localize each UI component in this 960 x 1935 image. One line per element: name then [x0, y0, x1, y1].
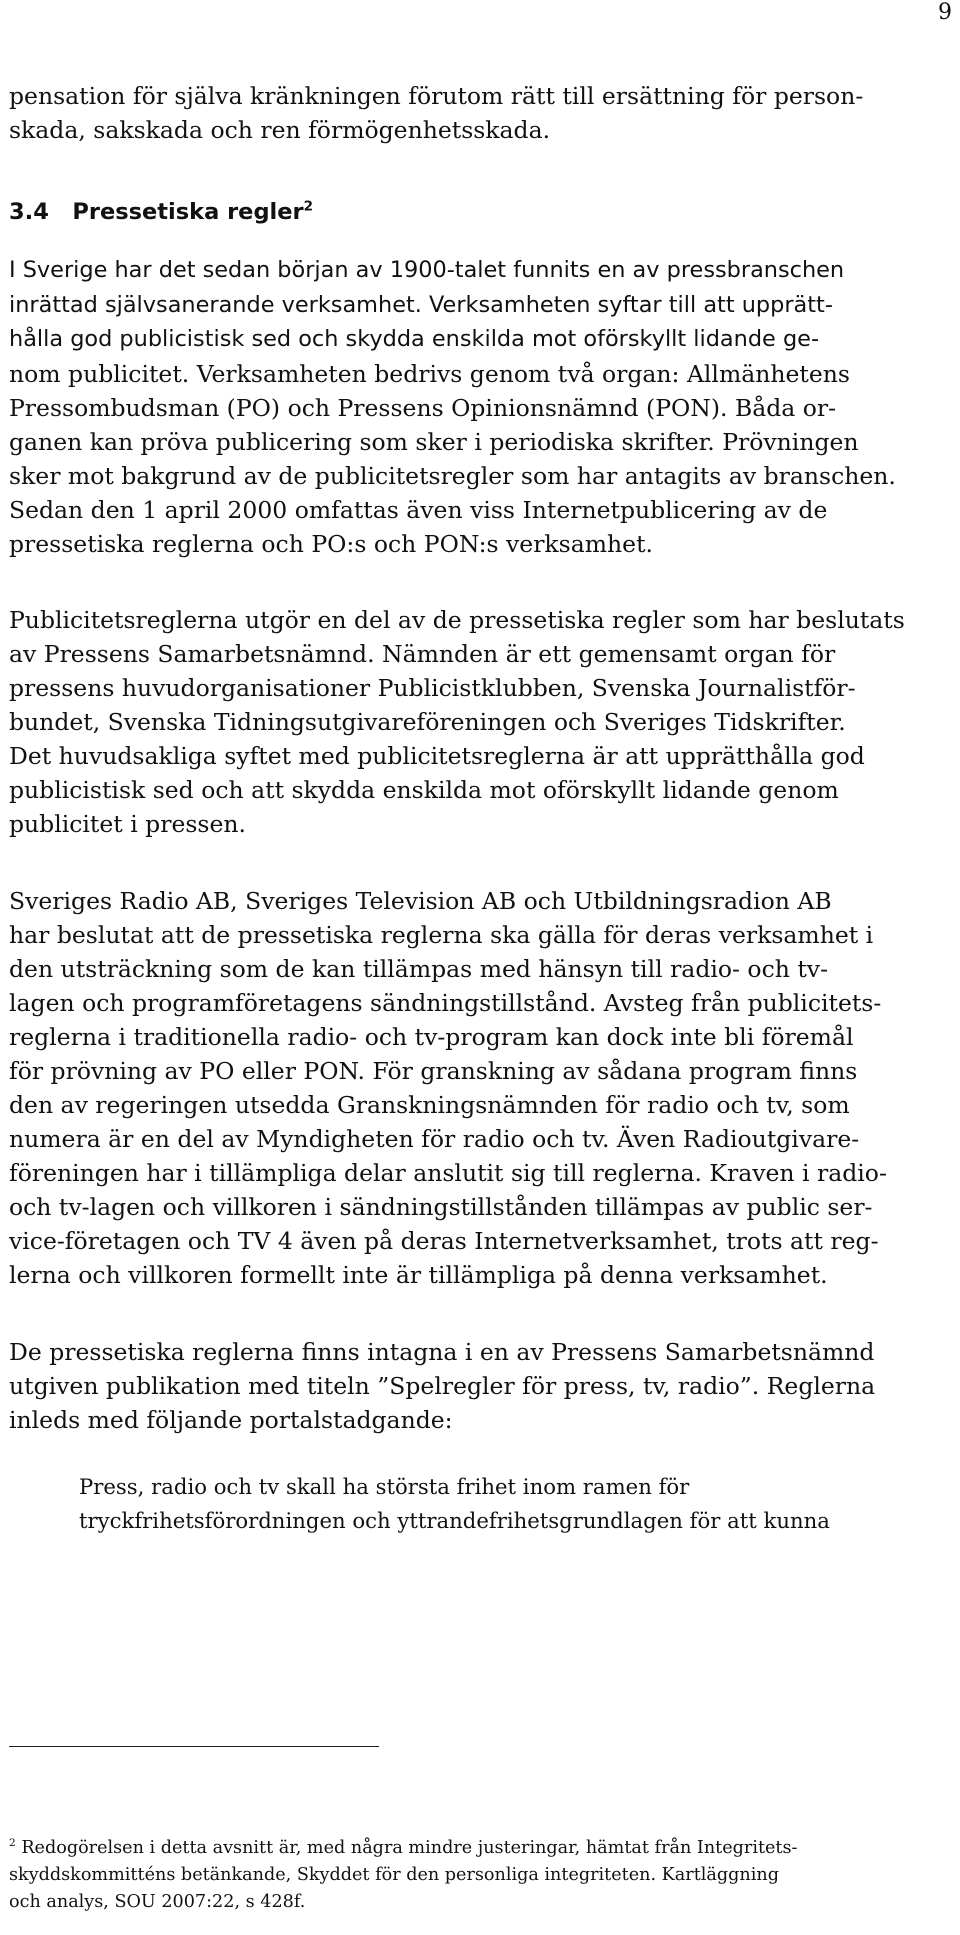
text-line: Publicitetsreglerna utgör en del av de pressetiska regler som har beslutats — [9, 606, 905, 634]
footnote-text: Redogörelsen i detta avsnitt är, med några mindre justeringar, hämtat från Integritets- — [21, 1838, 798, 1858]
text-line: Sedan den 1 april 2000 omfattas även viss Internetpublicering av de — [9, 496, 828, 524]
text-line: Det huvudsakliga syftet med publicitetsreglerna är att upprätthålla god — [9, 742, 865, 770]
text-line: pressens huvudorganisationer Publicistklubben, Svenska Journalistför- — [9, 674, 856, 702]
text-line: inrättad självsanerande verksamhet. Verksamheten syftar till att upprätt- — [9, 292, 833, 318]
text-line: Pressombudsman (PO) och Pressens Opinionsnämnd (PON). Båda or- — [9, 394, 837, 422]
footnote-marker: 2 — [9, 1837, 16, 1850]
footnote-ref[interactable]: 2 — [303, 198, 314, 215]
text-line: skada, sakskada och ren förmögenhetsskada. — [9, 116, 551, 144]
footnote-line — [9, 1838, 797, 1858]
quote-line: Press, radio och tv skall ha största frihet inom ramen för — [79, 1474, 690, 1499]
text-line: föreningen har i tillämpliga delar anslutit sig till reglerna. Kraven i radio- — [9, 1159, 887, 1187]
text-line: sker mot bakgrund av de publicitetsregler som har antagits av branschen. — [9, 462, 896, 490]
footnote-line: och analys, SOU 2007:22, s 428f. — [9, 1892, 306, 1912]
text-line: publicistisk sed och att skydda enskilda mot oförskyllt lidande genom — [9, 776, 839, 804]
text-line: utgiven publikation med titeln ”Spelregler för press, tv, radio”. Reglerna — [9, 1372, 876, 1400]
footnote-divider — [9, 1746, 379, 1747]
text-line: bundet, Svenska Tidningsutgivareföreningen och Sveriges Tidskrifter. — [9, 708, 846, 736]
text-line: den utsträckning som de kan tillämpas med hänsyn till radio- och tv- — [9, 955, 829, 983]
text-line: för prövning av PO eller PON. För granskning av sådana program finns — [9, 1057, 858, 1085]
text-line: Sveriges Radio AB, Sveriges Television AB och Utbildningsradion AB — [9, 887, 832, 915]
text-line: numera är en del av Myndigheten för radio och tv. Även Radioutgivare- — [9, 1125, 860, 1153]
page-number: 9 — [938, 0, 952, 25]
section-number: 3.4 — [9, 199, 49, 225]
section-heading — [9, 199, 313, 225]
text-line: nom publicitet. Verksamheten bedrivs genom två organ: Allmänhetens — [9, 360, 850, 388]
text-line: ganen kan pröva publicering som sker i periodiska skrifter. Prövningen — [9, 428, 859, 456]
text-line: den av regeringen utsedda Granskningsnämnden för radio och tv, som — [9, 1091, 850, 1119]
text-line: reglerna i traditionella radio- och tv-program kan dock inte bli föremål — [9, 1023, 854, 1051]
text-line: och tv-lagen och villkoren i sändningstillstånden tillämpas av public ser- — [9, 1193, 873, 1221]
text-line: pressetiska reglerna och PO:s och PON:s verksamhet. — [9, 530, 653, 558]
quote-line: tryckfrihetsförordningen och yttrandefrihetsgrundlagen för att kunna — [79, 1508, 830, 1533]
text-line: I Sverige har det sedan början av 1900-talet funnits en av pressbranschen — [9, 257, 845, 283]
text-line: inleds med följande portalstadgande: — [9, 1406, 453, 1434]
text-line: hålla god publicistisk sed och skydda enskilda mot oförskyllt lidande ge- — [9, 326, 820, 352]
text-line: lagen och programföretagens sändningstillstånd. Avsteg från publicitets- — [9, 989, 882, 1017]
text-line: De pressetiska reglerna finns intagna i en av Pressens Samarbetsnämnd — [9, 1338, 875, 1366]
text-line: lerna och villkoren formellt inte är tillämpliga på denna verksamhet. — [9, 1261, 828, 1289]
text-line: vice-företagen och TV 4 även på deras Internetverksamhet, trots att reg- — [9, 1227, 879, 1255]
footnote-line: skyddskommitténs betänkande, Skyddet för den personliga integriteten. Kartläggning — [9, 1865, 779, 1885]
section-title: Pressetiska regler — [72, 199, 304, 225]
text-line: har beslutat att de pressetiska reglerna ska gälla för deras verksamhet i — [9, 921, 874, 949]
text-line: av Pressens Samarbetsnämnd. Nämnden är ett gemensamt organ för — [9, 640, 836, 668]
text-line: pensation för själva kränkningen förutom rätt till ersättning för person- — [9, 82, 864, 110]
text-line: publicitet i pressen. — [9, 810, 246, 838]
